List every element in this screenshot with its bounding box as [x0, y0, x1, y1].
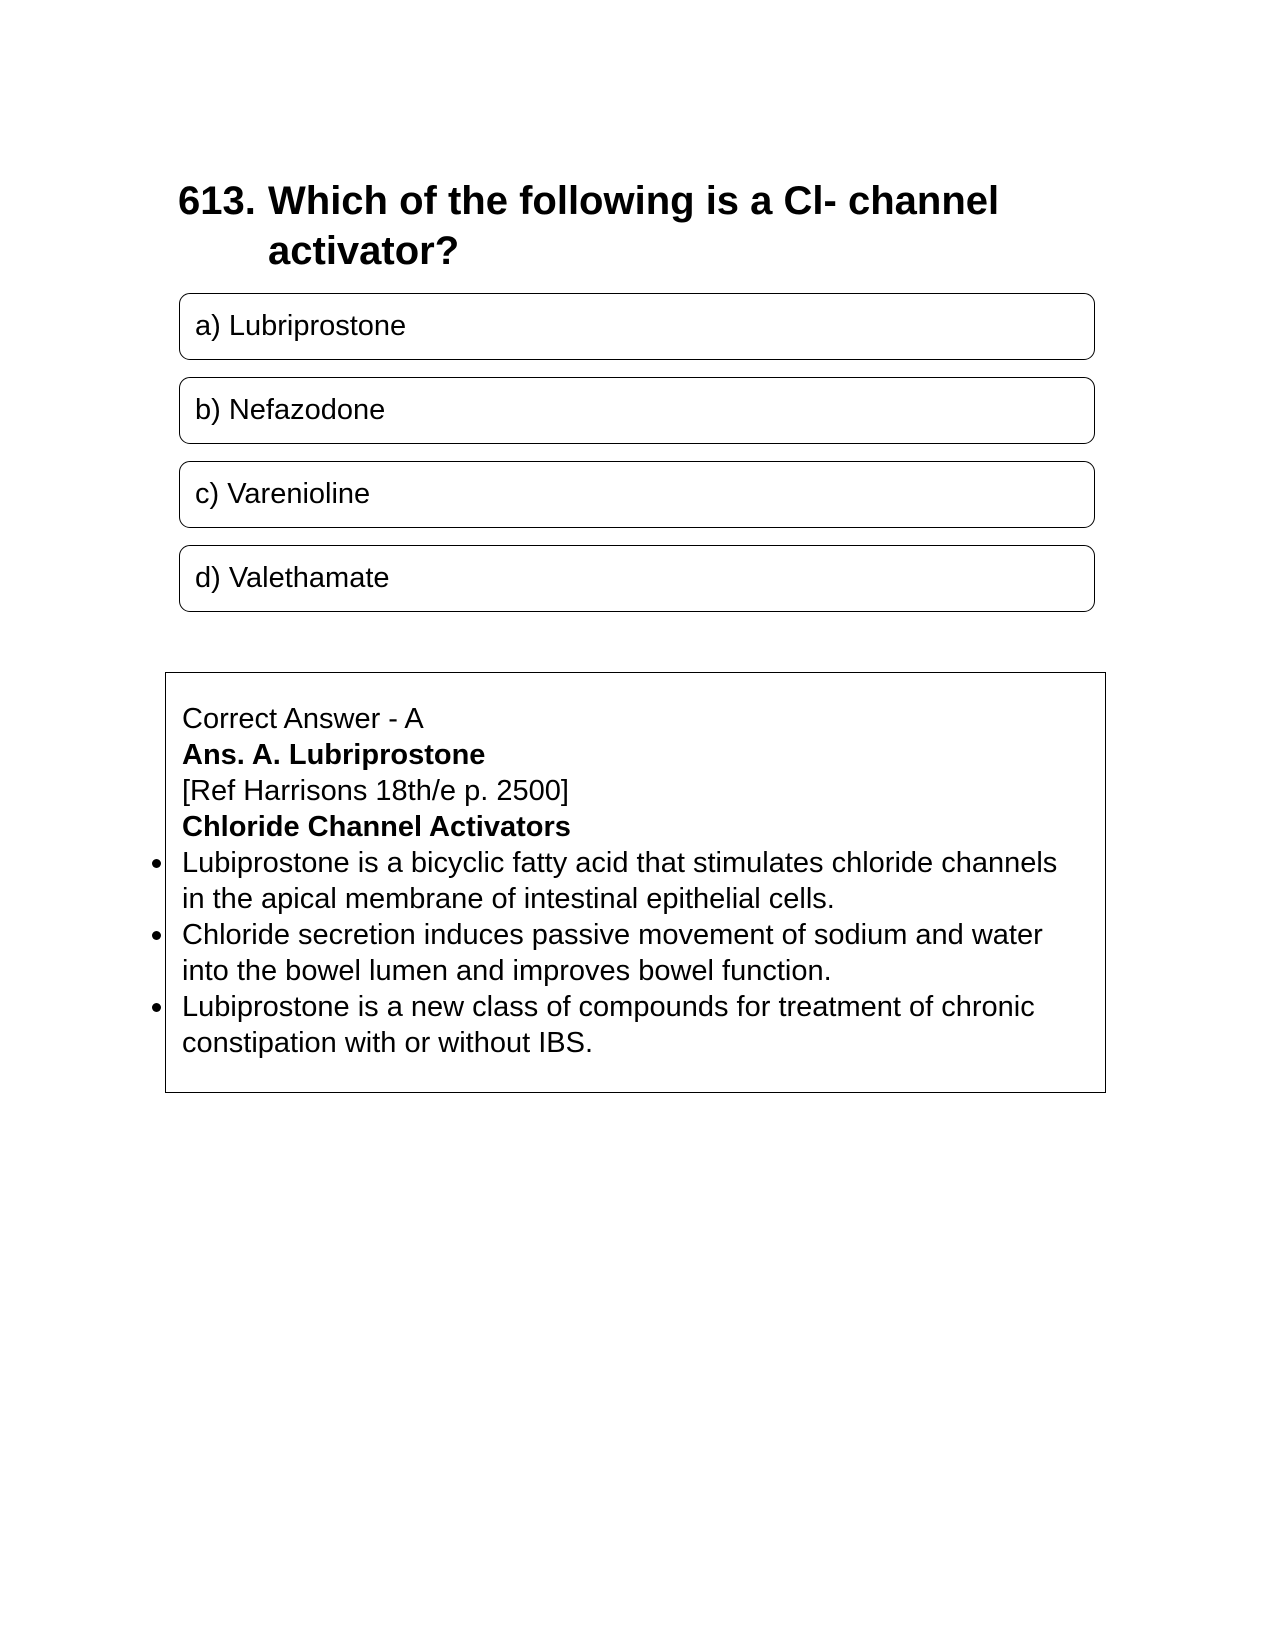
question-text: Which of the following is a Cl- channel activator? [268, 179, 1000, 273]
option-b[interactable]: b) Nefazodone [179, 377, 1095, 444]
answer-explanation-box [165, 672, 1106, 1093]
bullet-icon [152, 931, 161, 940]
answer-options [179, 293, 1095, 629]
bullet-text: Lubiprostone is a new class of compounds for treatment of chronic constipation with or without IBS. [182, 991, 1035, 1059]
bullet-text: Chloride secretion induces passive movement of sodium and water into the bowel lumen and improves bowel function. [182, 919, 1043, 987]
question-number: 613. [178, 179, 256, 223]
bullet-text: Lubiprostone is a bicyclic fatty acid that stimulates chloride channels in the apical membrane of intestinal epithelial cells. [182, 847, 1058, 915]
answer-content [182, 701, 1082, 1061]
correct-answer-line: Correct Answer - A [182, 703, 424, 735]
bullet-item [182, 845, 1082, 917]
option-d[interactable]: d) Valethamate [179, 545, 1095, 612]
reference-line: [Ref Harrisons 18th/e p. 2500] [182, 775, 569, 807]
answer-title: Ans. A. Lubriprostone [182, 739, 486, 771]
bullet-item [182, 989, 1082, 1061]
question-heading [178, 176, 1098, 276]
bullet-icon [152, 1003, 161, 1012]
section-heading: Chloride Channel Activators [182, 811, 571, 843]
option-c[interactable]: c) Varenioline [179, 461, 1095, 528]
explanation-bullets [182, 845, 1082, 1061]
bullet-item [182, 917, 1082, 989]
option-a[interactable]: a) Lubriprostone [179, 293, 1095, 360]
bullet-icon [152, 859, 161, 868]
